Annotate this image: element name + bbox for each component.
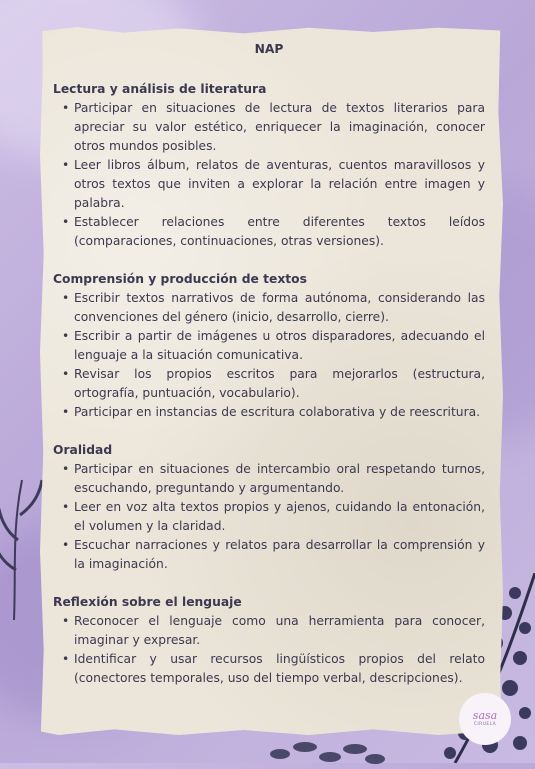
section-reflexion — [53, 593, 485, 688]
brand-logo — [459, 693, 511, 745]
section-heading: Comprensión y producción de textos — [53, 272, 307, 286]
section-oralidad — [53, 441, 485, 574]
list-item: • Leer en voz alta textos propios y ajenos, cuidando la entonación, el volumen y la claridad. — [74, 498, 485, 536]
page-title: NAP — [254, 42, 284, 56]
bullet-list — [53, 99, 485, 251]
section-heading: Oralidad — [53, 443, 113, 457]
bullet-list — [53, 612, 485, 688]
section-heading: Lectura y análisis de literatura — [53, 82, 267, 96]
list-item: • Participar en instancias de escritura colaborativa y de reescritura. — [74, 403, 485, 422]
list-item: • Escribir textos narrativos de forma autónoma, considerando las convenciones del género (inicio, desarrollo, cierre). — [74, 289, 485, 327]
list-item: • Revisar los propios escritos para mejorarlos (estructura, ortografía, puntuación, vocabulario). — [74, 365, 485, 403]
list-item: • Escuchar narraciones y relatos para desarrollar la comprensión y la imaginación. — [74, 536, 485, 574]
bullet-list — [53, 289, 485, 422]
list-item: • Escribir a partir de imágenes u otros disparadores, adecuando el lenguaje a la situación comunicativa. — [74, 327, 485, 365]
list-item: • Reconocer el lenguaje como una herramienta para conocer, imaginar y expresar. — [74, 612, 485, 650]
section-heading: Reflexión sobre el lenguaje — [53, 595, 242, 609]
list-item: • Participar en situaciones de intercambio oral respetando turnos, escuchando, preguntando y argumentando. — [74, 460, 485, 498]
document-content — [53, 40, 485, 707]
section-comprension — [53, 270, 485, 422]
list-item: • Establecer relaciones entre diferentes textos leídos (comparaciones, continuaciones, otras versiones). — [74, 213, 485, 251]
bullet-list — [53, 460, 485, 574]
logo-wordmark: sasa — [472, 709, 498, 722]
list-item: • Identificar y usar recursos lingüísticos propios del relato (conectores temporales, uso del tiempo verbal, descripciones). — [74, 650, 485, 688]
section-lectura — [53, 80, 485, 251]
logo-subtitle: CIRUELA — [473, 722, 497, 727]
list-item: • Leer libros álbum, relatos de aventuras, cuentos maravillosos y otros textos que inviten a explorar la relación entre imagen y palabra. — [74, 156, 485, 213]
list-item: • Participar en situaciones de lectura de textos literarios para apreciar su valor estético, enriquecer la imaginación, conocer otros mundos posibles. — [74, 99, 485, 156]
